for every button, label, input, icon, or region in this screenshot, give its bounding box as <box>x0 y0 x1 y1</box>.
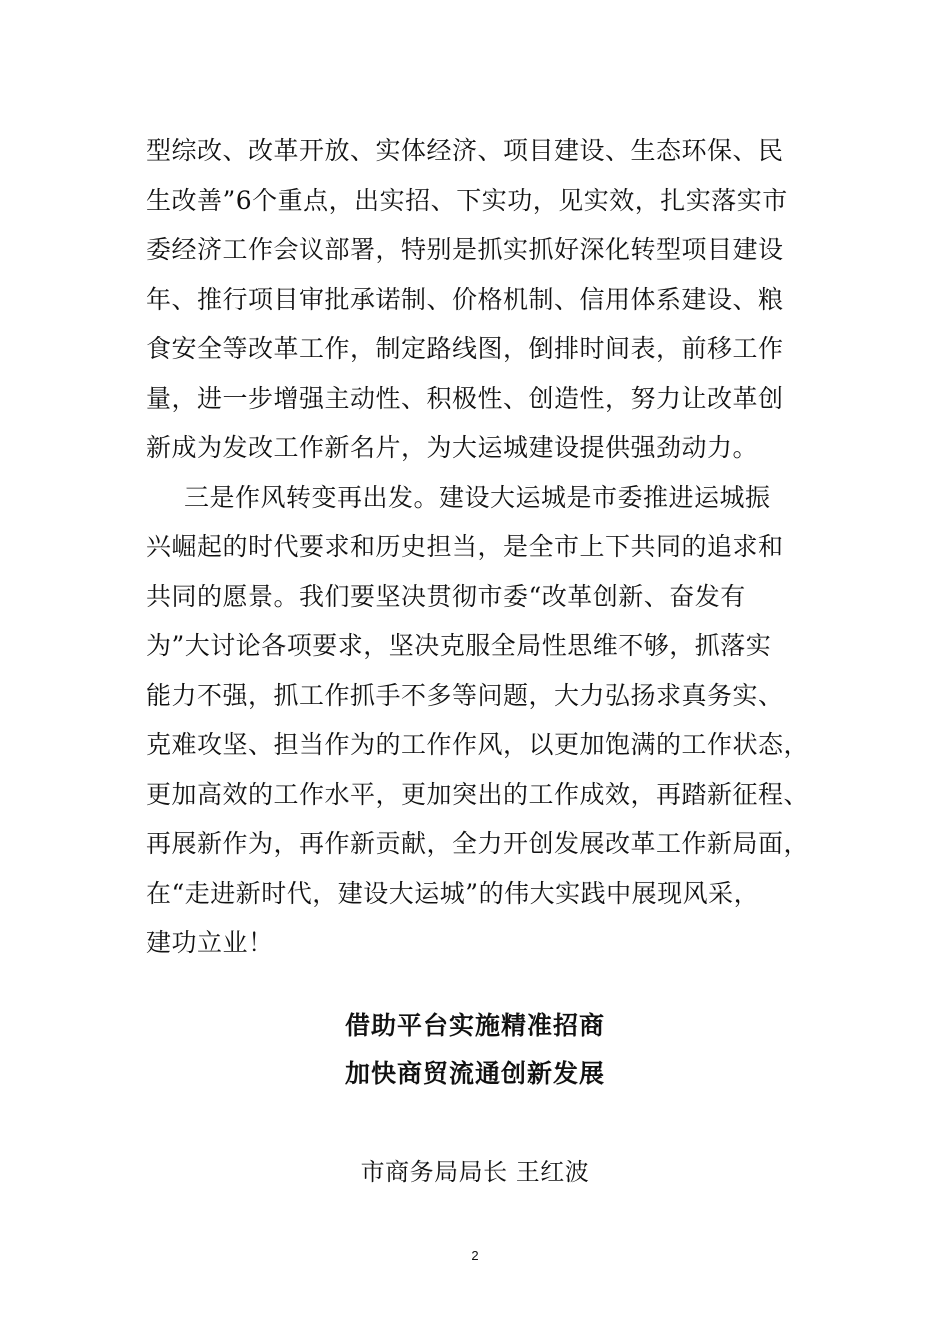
paragraph-line: 更加高效的工作水平，更加突出的工作成效，再踏新征程、 <box>146 779 810 809</box>
paragraph-line: 食安全等改革工作，制定路线图，倒排时间表，前移工作 <box>146 334 784 363</box>
paragraph-line: 在“走进新时代，建设大运城”的伟大实践中展现风采， <box>146 878 760 908</box>
paragraph-line: 能力不强，抓工作抓手不多等问题，大力弘扬求真务实、 <box>146 680 784 710</box>
page-number: 2 <box>471 1248 479 1263</box>
paragraph-line: 量，进一步增强主动性、积极性、创造性，努力让改革创 <box>146 383 784 413</box>
paragraph-line: 再展新作为，再作新贡献，全力开创发展改革工作新局面， <box>146 829 810 858</box>
paragraph-line: 型综改、改革开放、实体经济、项目建设、生态环保、民 <box>146 136 784 165</box>
article-author: 市商务局局长 王红波 <box>360 1158 590 1186</box>
paragraph-line: 共同的愿景。我们要坚决贯彻市委“改革创新、奋发有 <box>146 581 746 611</box>
paragraph-line: 年、推行项目审批承诺制、价格机制、信用体系建设、粮 <box>146 284 784 314</box>
article-title-line-1: 借助平台实施精准招商 <box>344 1011 605 1040</box>
body-text <box>146 126 816 968</box>
paragraph-line: 三是作风转变再出发。建设大运城是市委推进运城振 <box>184 482 771 512</box>
paragraph-line: 生改善”6个重点，出实招、下实功，见实效，扎实落实市 <box>146 185 788 215</box>
paragraph-line: 建功立业！ <box>146 928 274 957</box>
paragraph-line: 克难攻坚、担当作为的工作作风，以更加饱满的工作状态， <box>146 730 810 759</box>
paragraph-line: 为”大讨论各项要求，坚决克服全局性思维不够，抓落实 <box>146 631 772 660</box>
paragraph-line: 新成为发改工作新名片，为大运城建设提供强劲动力。 <box>146 433 759 462</box>
paragraph-line: 委经济工作会议部署，特别是抓实抓好深化转型项目建设 <box>146 235 784 264</box>
paragraph-line: 兴崛起的时代要求和历史担当，是全市上下共同的追求和 <box>146 532 784 561</box>
article-title-line-2: 加快商贸流通创新发展 <box>344 1059 605 1088</box>
